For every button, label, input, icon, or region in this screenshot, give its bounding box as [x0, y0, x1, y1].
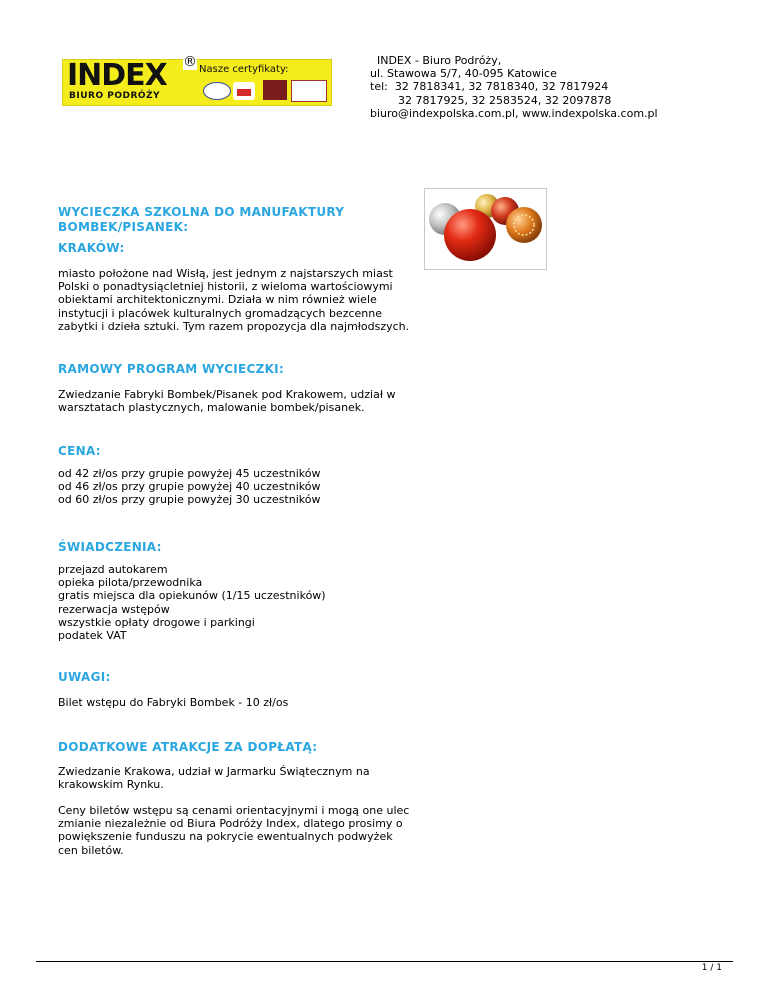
registered-mark: ® — [183, 54, 197, 70]
service-item: gratis miejsca dla opiekunów (1/15 uczestników) — [58, 589, 326, 603]
paragraph-line: zmianie niezależnie od Biura Podróży Index, dlatego prosimy o — [58, 817, 403, 831]
extras-description — [58, 765, 370, 791]
page-title — [58, 205, 344, 235]
paragraph-line: Zwiedzanie Krakowa, udział w Jarmarku Świątecznym na — [58, 765, 370, 778]
price-item: od 46 zł/os przy grupie powyżej 40 uczestników — [58, 480, 321, 494]
price-item: od 42 zł/os przy grupie powyżej 45 uczestników — [58, 467, 321, 480]
paragraph-line: Ceny biletów wstępu są cenami orientacyjnymi i mogą one ulec — [58, 804, 410, 817]
service-item: wszystkie opłaty drogowe i parkingi — [58, 615, 255, 629]
baubles-illustration — [425, 189, 546, 269]
certificates-label: Nasze certyfikaty: — [199, 64, 289, 75]
service-item: przejazd autokarem — [58, 563, 168, 576]
service-item: rezerwacja wstępów — [58, 602, 170, 616]
price-heading: CENA: — [58, 444, 101, 458]
christmas-baubles-image — [424, 188, 547, 270]
paragraph-line: Zwiedzanie Fabryki Bombek/Pisanek pod Krakowem, udział w — [58, 388, 396, 401]
krakow-description — [58, 267, 409, 333]
logo-subtitle: BIURO PODRÓŻY — [69, 91, 161, 101]
services-heading: ŚWIADCZENIA: — [58, 540, 162, 554]
price-item: od 60 zł/os przy grupie powyżej 30 uczestników — [58, 493, 321, 507]
company-logo — [62, 54, 332, 106]
contact-info — [370, 54, 658, 120]
paragraph-line: warsztatach plastycznych, malowanie bombek/pisanek. — [58, 401, 365, 415]
notes-heading: UWAGI: — [58, 670, 111, 684]
note-item: Bilet wstępu do Fabryki Bombek - 10 zł/os — [58, 696, 289, 709]
patterned-bauble — [506, 207, 542, 243]
price-disclaimer — [58, 804, 409, 857]
paragraph-line: obiektami architektonicznymi. Działa w nim również wiele — [58, 293, 377, 307]
footer-divider — [36, 961, 733, 962]
contact-phone: tel: 32 7818341, 32 7818340, 32 7817924 — [370, 80, 609, 94]
pit-certificate-badge — [203, 82, 231, 100]
book-certificate-badge — [263, 80, 287, 100]
service-item: opieka pilota/przewodnika — [58, 576, 203, 590]
contact-phone-2: 32 7817925, 32 2583524, 32 2097878 — [370, 93, 612, 107]
contact-line: INDEX - Biuro Podróży, — [370, 54, 502, 67]
price-list — [58, 467, 320, 507]
paragraph-line: cen biletów. — [58, 843, 124, 857]
page-number: 1 / 1 — [701, 963, 722, 973]
paragraph-line: zabytki i dzieła sztuki. Tym razem propozycja dla najmłodszych. — [58, 319, 410, 333]
service-item: podatek VAT — [58, 629, 127, 643]
notes-text — [58, 696, 288, 709]
extras-heading: DODATKOWE ATRAKCJE ZA DOPŁATĄ: — [58, 740, 318, 754]
krakow-heading: KRAKÓW: — [58, 241, 125, 255]
paragraph-line: krakowskim Rynku. — [58, 778, 164, 792]
program-heading: RAMOWY PROGRAM WYCIECZKI: — [58, 362, 285, 376]
contact-email-web: biuro@indexpolska.com.pl, www.indexpolska.com.pl — [370, 106, 658, 120]
red-bauble-front — [444, 209, 496, 261]
paragraph-line: miasto położone nad Wisłą, jest jednym z najstarszych miast — [58, 267, 393, 280]
paragraph-line: Polski o ponadtysiącletniej historii, z wieloma wartościowymi — [58, 280, 393, 294]
logo-brand-text: INDEX — [67, 58, 167, 93]
title-line-1: WYCIECZKA SZKOLNA DO MANUFAKTURY — [58, 205, 345, 219]
paragraph-line: instytucji i placówek kulturalnych gromadzących bezcenne — [58, 306, 382, 320]
paragraph-line: powiększenie funduszu na pokrycie ewentualnych podwyżek — [58, 830, 393, 844]
program-description — [58, 388, 395, 414]
award-certificate-badge — [291, 80, 327, 102]
title-line-2: BOMBEK/PISANEK: — [58, 220, 189, 234]
services-list — [58, 563, 326, 642]
contact-address: ul. Stawowa 5/7, 40-095 Katowice — [370, 67, 557, 81]
poland-map-certificate-badge — [233, 82, 255, 100]
